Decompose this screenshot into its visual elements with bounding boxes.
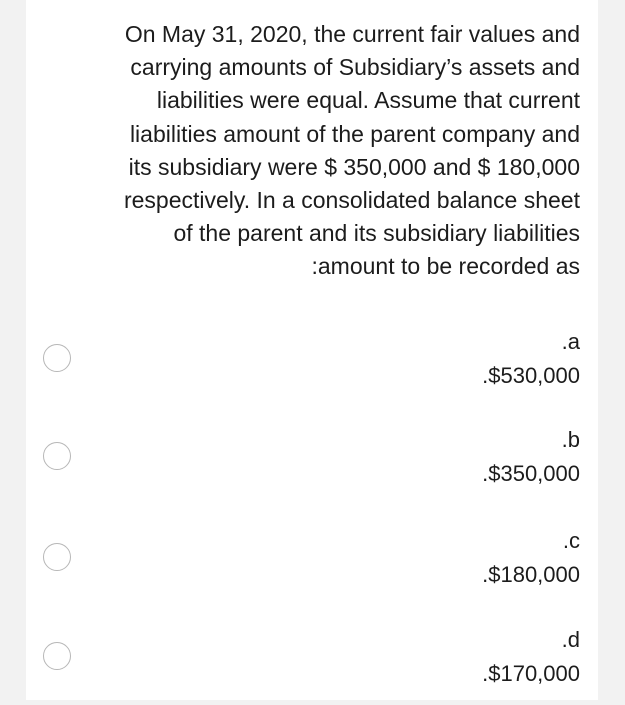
answer-option-d[interactable] [26,625,598,705]
option-value: .$350,000 [482,461,580,486]
radio-button-d[interactable] [43,642,71,670]
question-line: of the parent and its subsidiary liabilities [173,220,580,247]
answer-option-c[interactable] [26,526,598,606]
radio-button-c[interactable] [43,543,71,571]
question-text [56,18,580,284]
radio-button-a[interactable] [43,344,71,372]
answer-option-b[interactable] [26,425,598,505]
question-line: On May 31, 2020, the current fair values and [124,21,580,47]
option-value: .$530,000 [482,363,580,388]
option-letter: .a [561,329,580,354]
question-card [26,0,598,700]
option-letter: .c [562,528,580,553]
question-line: liabilities amount of the parent company and [129,120,580,147]
option-letter: .d [561,627,580,652]
question-line: respectively. In a consolidated balance sheet [123,187,580,214]
option-value: .$170,000 [482,661,580,686]
question-line: its subsidiary were $ 350,000 and $ 180,000 [128,153,580,180]
question-line: liabilities were equal. Assume that current [156,87,580,114]
question-line: carrying amounts of Subsidiary’s assets and [130,54,580,81]
option-letter: .b [561,427,580,452]
answer-option-a[interactable] [26,327,598,407]
radio-button-b[interactable] [43,442,71,470]
question-line: :amount to be recorded as [311,253,580,280]
option-value: .$180,000 [482,562,580,587]
